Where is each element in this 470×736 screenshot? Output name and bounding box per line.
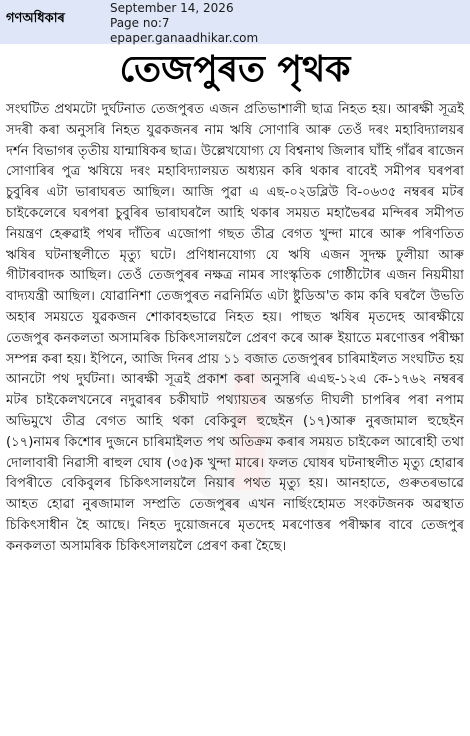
edition-info xyxy=(110,1,258,46)
logo-text: গণঅধিকাৰ xyxy=(6,11,65,26)
article-headline: তেজপুৰত পৃথক xyxy=(119,49,351,90)
newspaper-logo[interactable] xyxy=(6,9,65,30)
epaper-url[interactable]: epaper.ganaadhikar.com xyxy=(110,31,259,45)
masthead-bar xyxy=(0,0,470,44)
page-number: Page no:7 xyxy=(110,16,170,30)
article-body: সংঘটিত প্ৰথমটো দুৰ্ঘটনাত তেজপুৰত এজন প্ৰতিভাশালী ছাত্ৰ নিহত হয়। আৰক্ষী সূত্ৰই সদৰী কৰা অনুসৰি নিহত যুৱকজনৰ নাম ঋষি সোণাৰি আৰু তেওঁ দৰং মহাবিদ্যালয়ৰ দৰ্শন বিভাগৰ তৃতীয় যান্মাষিকৰ ছাত্ৰ। উল্লেখযোগ্য যে বিশ্বনাথ জিলাৰ ঘাঁহি গাঁৱৰ ৰাজেন সোণাৰিৰ পুত্ৰ ঋষিয়ে দৰং মহাবিদ্যালয়ত অধ্যয়ন কৰি থকাৰ বাবেই সমীপৰ ঘৰপৰা চুবুৰিৰ এটা ভাৰাঘৰত আছিল। আজি পুৱা এ এছ-০২ডব্লিউ বি-০৬৩৫ নম্বৰৰ মটৰ চাইকেলেৰে ঘৰপৰা চুবুৰিৰ ভাৰাঘৰলৈ আহি থকাৰ সময়ত মহাভৈৰৱ মন্দিৰৰ সমীপত নিয়ন্ত্ৰণ হেৰুৱাই পথৰ দাঁতিৰ এজোপা গছত তীব্ৰ বেগত খুন্দা মাৰে আৰু পৰিণতিত ঋষিৰ ঘটনাস্থলীতে মৃত্যু ঘটে। প্ৰণিধানযোগ্য যে ঋষি এজন সুদক্ষ ঢুলীয়া আৰু গীটাৰবাদক আছিল। তেওঁ তেজপুৰৰ নক্ষত্ৰ নামৰ সাংস্কৃতিক গোষ্ঠীটোৰ এজন নিয়মীয়া বাদ্যযন্ত্ৰী আছিল। যোৱানিশা তেজপুৰত নৱনিৰ্মিত এটা ষ্টুডিঅ'ত কাম কৰি ঘৰলৈ উভতি অহাৰ সময়তে যুৱকজন শোকাবহভাৱে নিহত হয়। পাছত ঋষিৰ মৃতদেহ আৰক্ষীয়ে তেজপুৰ কনকলতা অসামৰিক চিকিৎসালয়লৈ প্ৰেৰণ কৰে আৰু ইয়াতে মৰণোত্তৰ পৰীক্ষা সম্পন্ন কৰা হয়। ইপিনে, আজি দিনৰ প্ৰায় ১১ বজাত তেজপুৰৰ চাৰিমাইলত সংঘটিত হয় আনটো পথ দুৰ্ঘটনা। আৰক্ষী সূত্ৰই প্ৰকাশ কৰা অনুসৰি এএছ-১২এ কে-১৭৬২ নম্বৰৰ মটৰ চাইকেলখনেৰে নদুৱাৰৰ চকীঘাট পথ্যায়তৰ অন্তৰ্গত দীঘলী চাপৰিৰ পৰা নপাম অভিমুখে তীব্ৰ বেগত আহি থকা বেকিবুল হুছেইন (১৭)আৰু নুৰজামাল হুছেইন (১৭)নামৰ কিশোৰ দুজনে চাৰিমাইলত পথ অতিক্ৰম কৰাৰ সময়ত চাইকেল আৰোহী তথা দোলাবাৰী নিৱাসী ৰাহুল ঘোষ (৩৫)ক খুন্দা মাৰে। ফলত ঘোষৰ ঘটনাস্থলীত মৃত্যু হোৱাৰ বিপৰীতে বেকিবুলৰ চিকিৎসালয়লৈ নিয়াৰ পথত মৃত্যু হয়। আনহাতে, গুৰুতৰভাৱে আহত হোৱা নুৰজামাল সম্প্ৰতি তেজপুৰৰ এখন নাৰ্ছিংহোমত সংকটজনক অৱস্থাত চিকিৎসাধীন হৈ আছে। নিহত দুয়োজনৰে মৃতদেহ মৰণোত্তৰ পৰীক্ষাৰ বাবে তেজপুৰ কনকলতা অসামৰিক চিকিৎসালয়লৈ প্ৰেৰণ কৰা হৈছে। xyxy=(6,102,464,554)
edition-date: September 14, 2026 xyxy=(110,1,234,15)
